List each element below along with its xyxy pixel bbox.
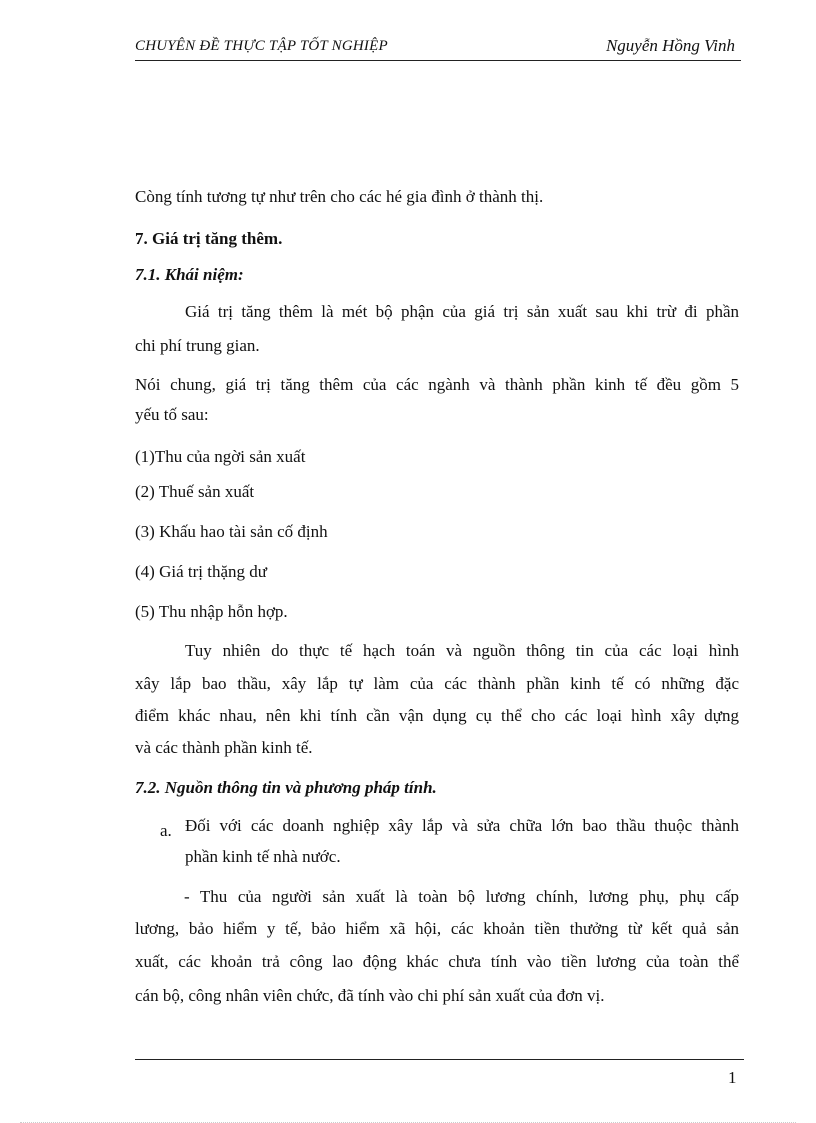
heading-section-7: 7. Giá trị tăng thêm. [135, 229, 283, 248]
list-item: (1)Thu của ngời sản xuất [135, 447, 306, 466]
however-line-4: và các thành phần kinh tế. [135, 738, 313, 757]
list-item: (2) Thuế sản xuất [135, 482, 255, 501]
definition-line-1: Giá trị tăng thêm là mét bộ phận của giá trị sản xuất sau khi trừ đi phần [185, 302, 739, 321]
list-item: (3) Khấu hao tài sản cố định [135, 522, 328, 541]
income-line-3: xuất, các khoản trả công lao động khác chưa tính vào tiền lương của toàn thể [135, 952, 739, 971]
general-line-2: yếu tố sau: [135, 405, 209, 424]
however-line-1: Tuy nhiên do thực tế hạch toán và nguồn thông tin của các loại hình [185, 641, 739, 660]
page-header [135, 36, 741, 61]
item-a-line-2: phần kinh tế nhà nước. [185, 847, 341, 866]
heading-section-7-2: 7.2. Nguồn thông tin và phương pháp tính. [135, 778, 437, 797]
list-item: (4) Giá trị thặng dư [135, 562, 267, 581]
income-line-4: cán bộ, công nhân viên chức, đã tính vào chi phí sản xuất của đơn vị. [135, 986, 605, 1005]
item-a-line-1: Đối với các doanh nghiệp xây lắp và sửa chữa lớn bao thầu thuộc thành [185, 816, 739, 835]
paragraph-intro: Còng tính tương tự như trên cho các hé gia đình ở thành thị. [135, 187, 544, 206]
general-line-1: Nói chung, giá trị tăng thêm của các ngành và thành phần kinh tế đều gồm 5 [135, 375, 739, 394]
definition-line-2: chi phí trung gian. [135, 336, 260, 355]
heading-section-7-1: 7.1. Khái niệm: [135, 265, 244, 284]
however-line-3: điểm khác nhau, nên khi tính cần vận dụng cụ thể cho các loại hình xây dựng [135, 706, 739, 725]
header-author: Nguyễn Hồng Vinh [605, 36, 735, 55]
header-title: CHUYÊN ĐỀ THỰC TẬP TỐT NGHIỆP [135, 38, 388, 54]
item-a-label: a. [160, 821, 172, 840]
however-line-2: xây lắp bao thầu, xây lắp tự làm của các thành phần kinh tế có những đặc [135, 674, 739, 693]
list-item: (5) Thu nhập hỗn hợp. [135, 602, 288, 621]
page-number: 1 [728, 1068, 737, 1087]
income-line-1: - Thu của người sản xuất là toàn bộ lương chính, lương phụ, phụ cấp [184, 887, 739, 906]
income-line-2: lương, bảo hiểm y tế, bảo hiểm xã hội, các khoản tiền thưởng từ kết quả sản [135, 919, 739, 938]
footer-divider [135, 1059, 744, 1060]
